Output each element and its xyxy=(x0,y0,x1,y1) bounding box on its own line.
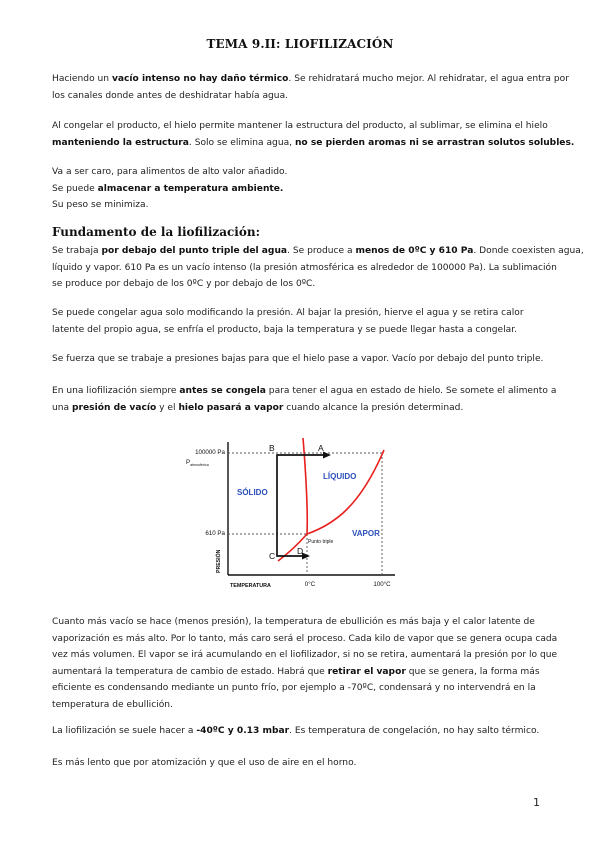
text-run: . Es temperatura de congelación, no hay salto térmico. xyxy=(289,726,540,736)
y-tick-low: 610 Pa xyxy=(205,530,225,537)
x-tick-zero: 0°C xyxy=(304,581,316,588)
text-line xyxy=(52,383,557,400)
text-run: y el xyxy=(156,402,179,413)
bold-text: hielo pasará a vapor xyxy=(178,402,284,413)
text-run: . Se produce a xyxy=(287,246,356,256)
text-run: para tener el agua en estado de hielo. Se somete el alimento a xyxy=(265,386,557,396)
text-run: Al congelar el producto, el hielo permite mantener la estructura del producto, al sublimar, se elimina el hielo xyxy=(52,121,548,131)
text-run: Se fuerza que se trabaje a presiones bajas para que el hielo pase a vapor. Vacío por debajo del punto triple. xyxy=(52,354,544,364)
text-line xyxy=(52,71,569,88)
text-line xyxy=(52,723,552,740)
text-run: vaporización es más alto. Por lo tanto, más caro será el proceso. Cada kilo de vapor que se genera ocupa cada xyxy=(52,633,558,644)
text-line xyxy=(52,614,552,631)
bold-text: menos de 0ºC y 610 Pa xyxy=(355,246,474,256)
y-tick-atm: $P_{atmosférica}$ xyxy=(186,459,209,467)
text-run: los canales donde antes de deshidratar había agua. xyxy=(52,90,289,101)
text-line xyxy=(52,755,552,772)
bold-text: vacío intenso no hay daño térmico xyxy=(111,74,289,84)
text-run: que se genera, la forma más xyxy=(405,666,540,677)
text-line xyxy=(52,164,552,181)
text-line xyxy=(52,647,558,664)
region-solid-label: SÓLIDO xyxy=(237,488,268,497)
text-line xyxy=(52,197,552,214)
bold-text: no se pierden aromas ni se arrastran solutos solubles. xyxy=(294,137,575,148)
text-line xyxy=(52,305,552,322)
text-run: Se puede xyxy=(52,183,98,194)
paragraph-low-pressure xyxy=(52,351,552,368)
text-line xyxy=(52,181,552,198)
text-run: Haciendo un xyxy=(52,74,112,84)
point-c-label: C xyxy=(269,551,276,561)
text-run: vez más volumen. El vapor se irá acumulando en el liofilizador, si no se retira, aumentará la presión por lo que xyxy=(52,650,558,661)
text-line xyxy=(52,680,552,697)
text-run: Su peso se minimiza. xyxy=(52,200,149,211)
phase-diagram xyxy=(150,430,410,595)
text-run: La liofilización se suele hacer a xyxy=(52,726,197,736)
text-run: aumentará la temperatura de cambio de estado. Habrá que xyxy=(52,666,328,677)
text-line xyxy=(52,243,584,260)
bold-text: manteniendo la estructura xyxy=(52,137,189,148)
paragraph-conditions xyxy=(52,723,552,740)
text-line xyxy=(52,118,552,135)
text-run: eficiente es condensando mediante un punto frío, por ejemplo a -70ºC, condensará y no intervendrá en la xyxy=(52,683,536,694)
point-a-label: A xyxy=(318,443,324,453)
paragraph-comparison xyxy=(52,755,552,772)
bold-text: -40ºC y 0.13 mbar xyxy=(196,726,290,736)
page-number: 1 xyxy=(533,796,540,809)
x-axis-label: TEMPERATURA xyxy=(230,583,271,589)
text-run: cuando alcance la presión determinad. xyxy=(283,402,464,413)
page-title: TEMA 9.II: LIOFILIZACIÓN xyxy=(206,37,394,51)
bold-text: presión de vacío xyxy=(72,402,157,413)
text-line xyxy=(52,664,552,681)
paragraph-advantages xyxy=(52,164,552,214)
point-b-label: B xyxy=(269,443,275,453)
bold-text: por debajo del punto triple del agua xyxy=(101,246,288,256)
text-run: Va a ser caro, para alimentos de alto valor añadido. xyxy=(52,167,288,177)
y-tick-high: 100000 Pa xyxy=(195,449,225,456)
arrow-head-a xyxy=(323,452,331,459)
vaporization-curve xyxy=(307,450,384,534)
paragraph-vacuum-cost xyxy=(52,614,558,714)
text-line xyxy=(52,276,552,293)
text-line xyxy=(52,135,575,152)
bold-text: retirar el vapor xyxy=(327,666,406,677)
text-run: . Se rehidratará mucho mejor. Al rehidratar, el agua entra por xyxy=(288,74,569,84)
bold-text: almacenar a temperatura ambiente. xyxy=(97,183,284,194)
text-line xyxy=(52,260,557,277)
text-line xyxy=(52,351,552,368)
text-run: Es más lento que por atomización y que el uso de aire en el horno. xyxy=(52,758,357,768)
section-heading: Fundamento de la liofilización: xyxy=(52,225,260,239)
bold-text: antes se congela xyxy=(179,386,266,396)
text-run: latente del propio agua, se enfría el producto, baja la temperatura y se puede llegar hasta a congelar. xyxy=(52,324,518,335)
arrow-head-d xyxy=(302,553,310,560)
x-tick-hundred: 100°C xyxy=(373,581,391,588)
paragraph-triple-point xyxy=(52,243,584,293)
paragraph-pressure-freezing xyxy=(52,305,552,338)
text-run: una xyxy=(52,402,72,413)
text-run: Se trabaja xyxy=(52,246,102,256)
point-d-label: D xyxy=(297,546,304,556)
text-line xyxy=(52,697,552,714)
paragraph-structure xyxy=(52,118,575,151)
text-run: Cuanto más vacío se hace (menos presión), la temperatura de ebullición es más baja y el calor latente de xyxy=(52,617,535,627)
fusion-curve xyxy=(303,438,307,534)
text-line xyxy=(52,400,552,417)
paragraph-intro xyxy=(52,71,569,104)
triple-point-label: Punto triple xyxy=(308,539,334,545)
text-run: líquido y vapor. 610 Pa es un vacío intenso (la presión atmosférica es alrededor de 100000 Pa). La sublimación xyxy=(52,262,557,273)
text-run: temperatura de ebullición. xyxy=(52,699,173,710)
text-run: se produce por debajo de los 0ºC y por debajo de los 0ºC. xyxy=(52,279,316,290)
paragraph-process xyxy=(52,383,557,416)
text-run: En una liofilización siempre xyxy=(52,386,180,396)
y-axis-label: PRESIÓN xyxy=(216,549,222,573)
region-liquid-label: LÍQUIDO xyxy=(323,472,357,481)
text-run: Se puede congelar agua solo modificando la presión. Al bajar la presión, hierve el agua y se retira calor xyxy=(52,308,524,318)
text-line xyxy=(52,322,552,339)
text-run: . Donde coexisten agua, xyxy=(473,246,584,256)
region-vapor-label: VAPOR xyxy=(352,529,380,538)
text-line xyxy=(52,88,552,105)
text-line xyxy=(52,631,558,648)
text-run: . Solo se elimina agua, xyxy=(188,137,295,148)
